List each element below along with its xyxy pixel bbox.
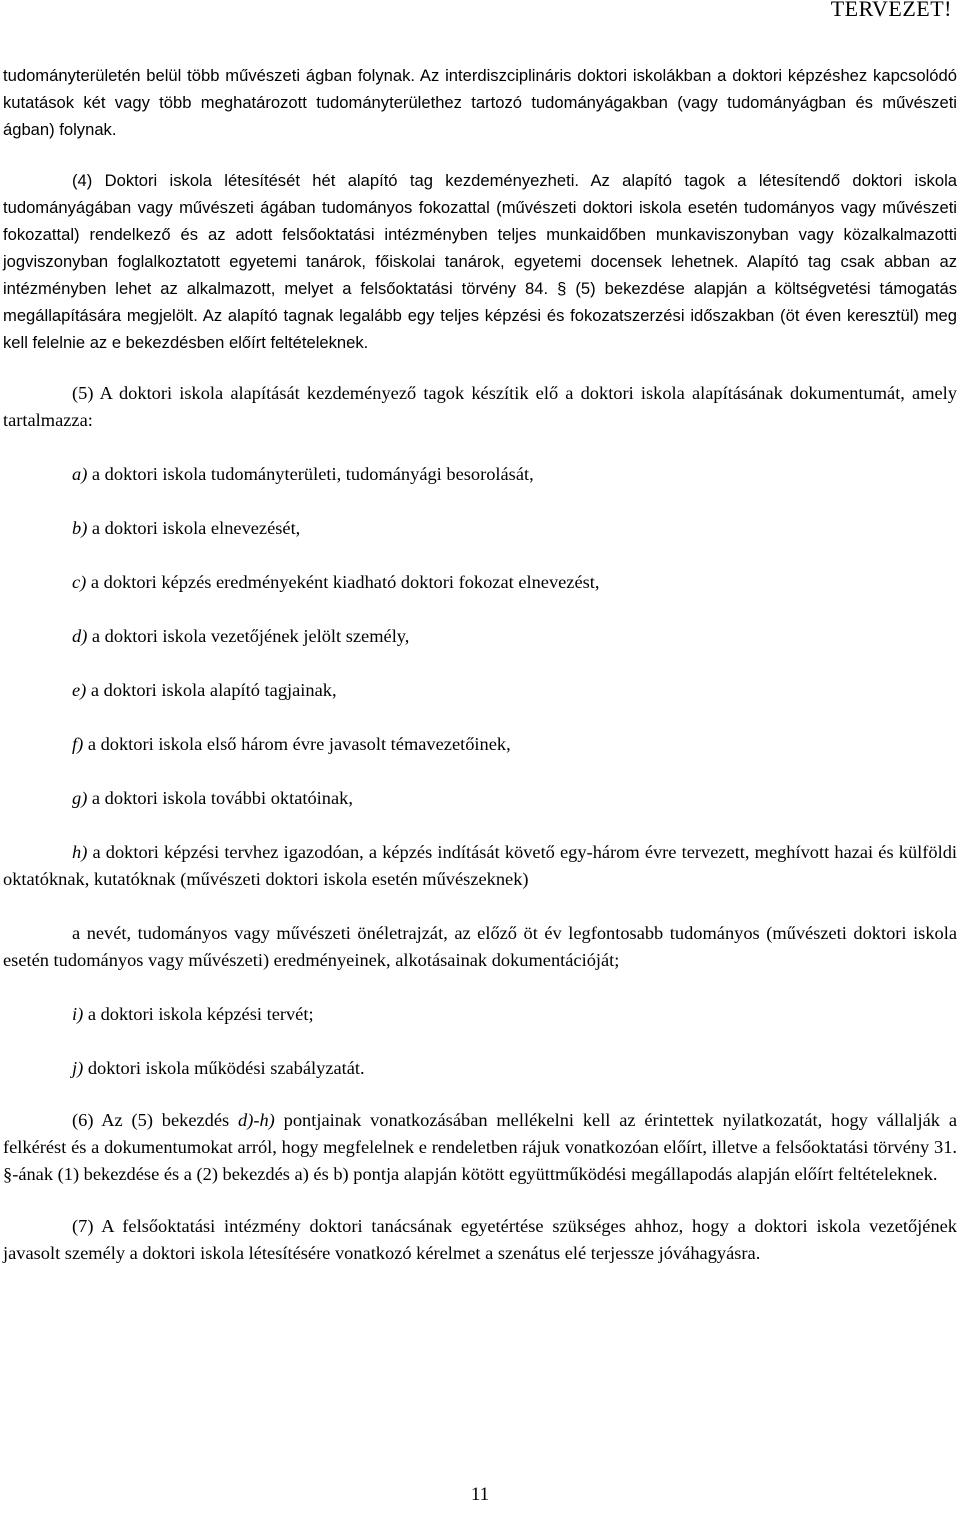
list-marker: d) [72, 626, 88, 646]
paragraph-6 [3, 1107, 957, 1188]
list-item-i [72, 1001, 957, 1028]
list-marker: a) [72, 464, 88, 484]
list-marker: f) [72, 734, 84, 754]
list-item-d [72, 623, 957, 650]
list-marker: i) [72, 1004, 84, 1024]
paragraph-name-cv: a nevét, tudományos vagy művészeti önéletrajzát, az előző öt év legfontosabb tudományos (művészeti doktori iskola esetén tudományos vagy művészeti) eredményeinek, alkotásainak dokumentációját; [3, 923, 957, 970]
list-marker: g) [72, 788, 88, 808]
list-item-h [3, 839, 957, 893]
list-item-b [72, 515, 957, 542]
paragraph-6-start: (6) Az (5) bekezdés [72, 1110, 239, 1130]
list-item-j [72, 1055, 957, 1082]
list-text: a doktori iskola további oktatóinak, [87, 788, 353, 808]
paragraph-6-ref: d)-h) [238, 1110, 275, 1130]
list-marker: e) [72, 680, 87, 700]
paragraph-6-end: pontjainak vonatkozásában mellékelni kell az érintettek nyilatkozatát, hogy vállalják a felkérést és a dokumentumokat arról, hogy megfelelnek e rendeletben rájuk vonatkozóan előírt, illetve a felsőoktatási törvény 31. §-ának (1) bekezdése és a (2) bekezdés a) és b) pontja alapján kötött együttműködési megállapodás alapján előírt feltételeknek. [3, 1110, 958, 1184]
list-text: a doktori iskola tudományterületi, tudományági besorolását, [87, 464, 534, 484]
document-body [3, 62, 957, 1267]
list-item-a [72, 461, 957, 488]
list-text: doktori iskola működési szabályzatát. [83, 1058, 365, 1078]
list-text: a doktori iskola alapító tagjainak, [86, 680, 337, 700]
paragraph-7: (7) A felsőoktatási intézmény doktori tanácsának egyetértése szükséges ahhoz, hogy a doktori iskola vezetőjének javasolt személy a doktori iskola létesítésére vonatkozó kérelmet a szenátus elé terjessze jóváhagyásra. [3, 1216, 957, 1263]
list-text: a doktori képzési tervhez igazodóan, a képzés indítását követő egy-három évre tervezett, meghívott hazai és külföldi oktatóknak, kutatóknak (művészeti doktori iskola esetén művészeknek) [3, 842, 957, 889]
list-text: a doktori iskola képzési tervét; [83, 1004, 314, 1024]
list-item-f [72, 731, 957, 758]
paragraph-5: (5) A doktori iskola alapítását kezdeményező tagok készítik elő a doktori iskola alapításának dokumentumát, amely tartalmazza: [3, 383, 957, 430]
list-text: a doktori iskola elnevezését, [87, 518, 301, 538]
list-item-e [72, 677, 957, 704]
list-marker: j) [72, 1058, 84, 1078]
list-marker: h) [72, 842, 88, 862]
paragraph-intro: tudományterületén belül több művészeti ágban folynak. Az interdiszciplináris doktori iskolákban a doktori képzéshez kapcsolódó kutatások két vagy több meghatározott tudományterülethez tartozó tudományágakban (vagy tudományágban és művészeti ágban) folynak. [3, 66, 957, 139]
page-number: 11 [470, 1484, 490, 1505]
list-marker: b) [72, 518, 88, 538]
list-text: a doktori iskola vezetőjének jelölt személy, [87, 626, 410, 646]
draft-mark: TERVEZET! [830, 0, 952, 21]
paragraph-4: (4) Doktori iskola létesítését hét alapító tag kezdeményezheti. Az alapító tagok a létesítendő doktori iskola tudományágában vagy művészeti ágában tudományos fokozattal (művészeti doktori iskola esetén tudományos vagy művészeti fokozattal) rendelkező és az adott felsőoktatási intézményben teljes munkaidőben munkaviszonyban vagy közalkalmazotti jogviszonyban foglalkoztatott egyetemi tanárok, főiskolai tanárok, egyetemi docensek lehetnek. Alapító tag csak abban az intézményben lehet az alkalmazott, melyet a felsőoktatási törvény 84. § (5) bekezdése alapján a költségvetési támogatás megállapítására megjelölt. Az alapító tagnak legalább egy teljes képzési és fokozatszerzési időszakban (öt éven keresztül) meg kell felelnie az e bekezdésben előírt feltételeknek. [3, 171, 957, 352]
list-item-g [72, 785, 957, 812]
list-text: a doktori képzés eredményeként kiadható doktori fokozat elnevezést, [86, 572, 600, 592]
list-marker: c) [72, 572, 87, 592]
list-item-c [72, 569, 957, 596]
list-text: a doktori iskola első három évre javasolt témavezetőinek, [83, 734, 511, 754]
